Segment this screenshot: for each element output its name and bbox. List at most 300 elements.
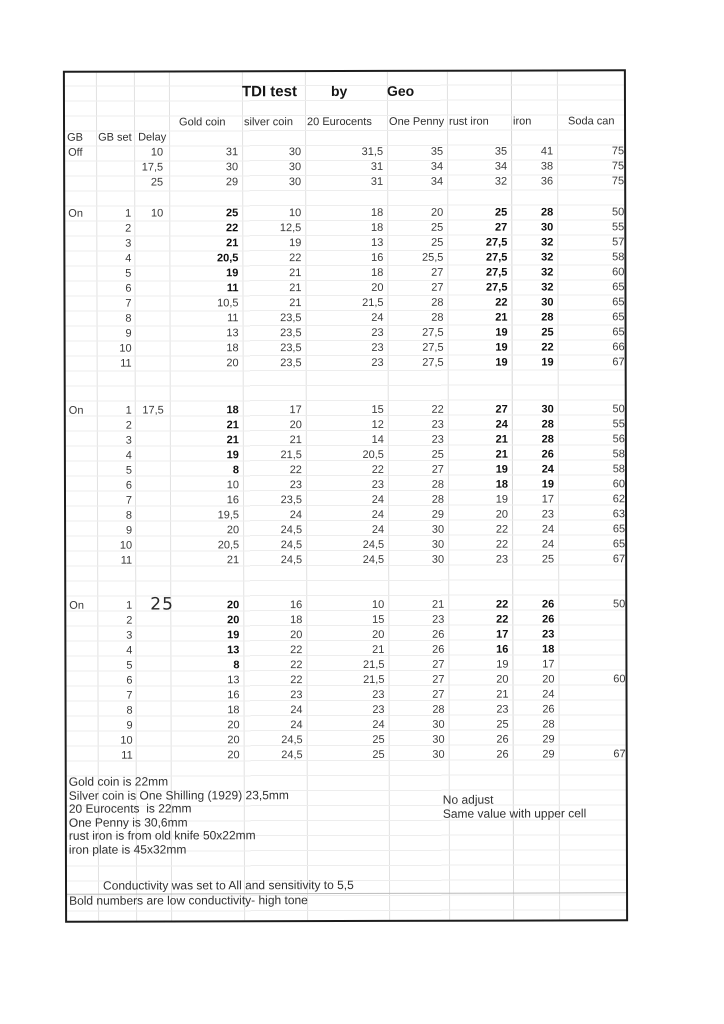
value-cell: 22	[290, 659, 303, 672]
note-same-value: Same value with upper cell	[442, 805, 587, 821]
title-by: by	[330, 82, 348, 100]
value-cell: 23	[372, 688, 385, 701]
value-cell: 20	[227, 719, 240, 732]
value-cell: 27,5	[485, 266, 508, 279]
value-cell: 23,5	[280, 312, 302, 325]
value-cell: 20	[430, 206, 444, 219]
delay-cell	[135, 448, 170, 463]
value-cell: 20,5	[362, 448, 384, 461]
value-cell: 58	[612, 448, 625, 461]
delay-cell	[136, 688, 171, 703]
delay-cell	[135, 553, 170, 568]
gb-set-cell: 5	[125, 464, 132, 477]
value-cell: 23	[495, 553, 509, 566]
value-cell: 21	[495, 448, 508, 461]
value-cell: 22	[226, 222, 239, 235]
value-cell: 25	[494, 206, 508, 219]
table-row	[66, 507, 629, 523]
value-cell: 19	[289, 237, 302, 250]
value-cell: 24,5	[281, 749, 303, 762]
gb-cell	[66, 312, 97, 327]
value-cell: 41	[540, 145, 554, 158]
gb-cell	[65, 161, 96, 176]
table-row	[66, 310, 629, 326]
value-cell: 50	[612, 403, 625, 416]
value-cell: 14	[371, 433, 384, 446]
delay-cell	[135, 628, 170, 643]
value-cell: 20	[227, 599, 240, 612]
value-cell: 25	[431, 448, 444, 461]
value-cell: 20,5	[216, 252, 239, 265]
note-silver-coin-size: Silver coin is One Shilling (1929) 23,5mm	[68, 787, 289, 803]
value-cell: 23	[541, 508, 555, 521]
table-row	[66, 537, 629, 553]
gb-cell	[67, 719, 98, 734]
value-cell: 23	[432, 613, 445, 626]
gb-cell	[66, 644, 97, 659]
value-cell: 34	[494, 160, 508, 173]
value-cell: 28	[431, 478, 444, 491]
value-cell: 31	[370, 160, 384, 173]
gb-cell	[66, 659, 97, 674]
value-cell: 18	[371, 221, 384, 234]
value-cell: 13	[227, 674, 240, 687]
value-cell: 22	[495, 538, 509, 551]
note-conductivity: Conductivity was set to All and sensitivity to 5,5	[103, 877, 354, 893]
value-cell: 24	[371, 523, 385, 536]
value-cell: 20	[289, 419, 302, 432]
gb-cell	[65, 237, 96, 252]
value-cell: 20	[371, 281, 384, 294]
value-cell: 29	[225, 176, 239, 189]
value-cell: 19	[495, 341, 508, 354]
value-cell: 24	[371, 311, 384, 324]
gb-set-cell: 7	[125, 297, 132, 310]
gb-set-cell: 8	[126, 704, 133, 717]
value-cell: 30	[432, 718, 445, 731]
value-cell: 19	[495, 356, 508, 369]
value-cell: 13	[227, 644, 240, 657]
value-cell: 30	[432, 733, 445, 746]
gb-cell	[67, 749, 98, 764]
spacer	[96, 116, 134, 131]
delay-cell	[134, 236, 169, 251]
value-cell: 67	[613, 748, 626, 761]
value-cell: 17	[289, 404, 302, 417]
value-cell: 30	[541, 221, 554, 234]
gb-cell	[66, 554, 97, 569]
table-row	[65, 295, 628, 311]
value-cell: 30	[431, 538, 445, 551]
value-cell: 10,5	[217, 297, 239, 310]
value-cell: 16	[226, 494, 240, 507]
delay-cell	[135, 673, 170, 688]
value-cell: 19	[495, 493, 509, 506]
table-row	[67, 702, 630, 718]
value-cell: 75	[611, 160, 625, 173]
value-cell: 24	[290, 719, 303, 732]
delay-cell	[136, 703, 171, 718]
value-cell: 21	[496, 688, 509, 701]
value-cell: 24	[371, 508, 385, 521]
value-cell: 24,5	[280, 554, 303, 567]
table-row	[66, 447, 629, 463]
value-cell: 75	[611, 175, 625, 188]
delay-cell	[134, 251, 169, 266]
value-cell: 50	[613, 598, 626, 611]
value-cell: 21	[289, 267, 302, 280]
value-cell: 24	[542, 688, 555, 701]
value-cell: 21	[289, 434, 302, 447]
value-cell: 19	[226, 267, 239, 280]
note-iron-plate-size: iron plate is 45x32mm	[68, 841, 187, 857]
value-cell: 22	[289, 252, 302, 265]
gb-cell	[67, 704, 98, 719]
value-cell: 22	[495, 523, 509, 536]
value-cell: 25	[372, 733, 385, 746]
value-cell: 67	[612, 553, 626, 566]
value-cell: 27,5	[422, 326, 444, 339]
gb-set-cell: 6	[125, 479, 132, 492]
value-cell: 21	[226, 434, 239, 447]
value-cell: 23	[431, 418, 444, 431]
gb-on-block-delay-17-5	[66, 402, 629, 568]
value-cell: 31	[225, 146, 239, 159]
value-cell: 18	[542, 643, 555, 656]
gb-set-cell: 1	[125, 404, 132, 417]
value-cell: 23	[371, 326, 384, 339]
delay-cell	[135, 311, 170, 326]
value-cell: 28	[541, 311, 554, 324]
value-cell: 30	[431, 553, 445, 566]
gb-set-cell: 11	[121, 749, 133, 762]
gb-cell: On	[69, 599, 84, 612]
gb-cell	[65, 252, 96, 267]
value-cell: 27,5	[422, 356, 444, 369]
gb-set-cell: 10	[119, 539, 133, 552]
note-rust-iron-size: rust iron is from old knife 50x22mm	[68, 828, 256, 843]
gb-cell	[66, 419, 97, 434]
value-cell: 58	[612, 463, 625, 476]
delay-cell	[136, 718, 171, 733]
value-cell: 18	[226, 342, 239, 355]
note-penny-size: One Penny is 30,6mm	[68, 814, 188, 830]
value-cell: 19	[496, 658, 509, 671]
gb-set-cell: 7	[126, 689, 133, 702]
value-cell: 60	[613, 673, 626, 686]
column-header-gold-coin: Gold coin	[179, 116, 226, 129]
value-cell: 20	[372, 628, 385, 641]
delay-cell	[135, 538, 170, 553]
gb-cell: On	[68, 404, 84, 417]
value-cell: 62	[612, 493, 626, 506]
value-cell: 65	[612, 296, 625, 309]
value-cell: 10	[372, 598, 385, 611]
value-cell: 24	[541, 538, 555, 551]
table-row	[66, 432, 629, 448]
value-cell: 63	[612, 508, 626, 521]
table-row	[65, 265, 628, 281]
title-geo: Geo	[386, 82, 415, 99]
value-cell: 65	[612, 281, 625, 294]
value-cell: 18	[370, 206, 384, 219]
column-header-silver-coin: silver coin	[244, 116, 293, 129]
delay-cell	[135, 433, 170, 448]
value-cell: 20	[542, 673, 555, 686]
table-row	[67, 732, 630, 748]
gb-set-cell: 11	[120, 357, 132, 370]
value-cell: 23	[371, 356, 384, 369]
title-tdi-test: TDI test	[241, 83, 297, 101]
value-cell: 29	[542, 748, 555, 761]
value-cell: 21	[226, 237, 239, 250]
spacer	[65, 116, 96, 131]
value-cell: 32	[541, 281, 554, 294]
value-cell: 13	[371, 236, 384, 249]
value-cell	[558, 627, 629, 642]
gb-cell	[66, 539, 97, 554]
gb-set-cell: 2	[126, 614, 133, 627]
value-cell	[559, 702, 630, 717]
gb-cell	[66, 479, 97, 494]
delay-cell	[136, 748, 171, 763]
value-cell: 57	[612, 236, 625, 249]
table-row	[66, 462, 629, 478]
gb-set-cell: 2	[125, 222, 132, 235]
gb-set-cell: 7	[125, 494, 133, 507]
value-cell: 19	[227, 629, 240, 642]
value-cell: 16	[496, 643, 509, 656]
value-cell: 38	[540, 160, 554, 173]
value-cell: 17	[496, 628, 509, 641]
value-cell: 65	[612, 523, 626, 536]
value-cell: 22	[495, 296, 508, 309]
note-gold-coin-size: Gold coin is 22mm	[68, 774, 169, 789]
table-row	[66, 642, 629, 658]
value-cell: 23	[542, 628, 555, 641]
value-cell: 29	[431, 508, 445, 521]
delay-cell	[135, 613, 170, 628]
value-cell: 36	[540, 175, 554, 188]
value-cell: 30	[288, 176, 302, 189]
value-cell: 26	[496, 733, 509, 746]
value-cell: 55	[612, 418, 625, 431]
value-cell: 8	[232, 464, 239, 477]
value-cell: 22	[541, 341, 554, 354]
delay-cell	[135, 326, 170, 341]
table-row	[66, 417, 629, 433]
value-cell: 21,5	[363, 658, 385, 671]
table-row	[66, 492, 629, 508]
value-cell: 32	[541, 266, 554, 279]
value-cell: 28	[431, 296, 444, 309]
table-row	[66, 340, 629, 356]
value-cell: 30	[541, 296, 554, 309]
gb-cell	[67, 689, 98, 704]
value-cell: 25	[372, 748, 385, 761]
value-cell: 19	[495, 463, 508, 476]
delay-cell	[134, 281, 169, 296]
delay-cell	[135, 418, 170, 433]
spacer	[134, 115, 169, 130]
value-cell: 32	[494, 175, 508, 188]
value-cell: 20,5	[217, 539, 240, 552]
table-row	[66, 657, 629, 673]
gb-cell	[66, 524, 97, 539]
value-cell: 34	[430, 160, 444, 173]
value-cell: 24	[289, 509, 303, 522]
table-row	[66, 325, 629, 341]
gb-cell	[66, 629, 97, 644]
value-cell: 10	[226, 479, 239, 492]
gb-cell	[65, 267, 96, 282]
value-cell: 24	[541, 463, 554, 476]
note-no-adjust: No adjust	[442, 792, 494, 807]
gb-cell	[65, 222, 96, 237]
gb-cell	[66, 509, 97, 524]
value-cell: 22	[290, 674, 303, 687]
delay-cell: 17,5	[142, 404, 164, 417]
value-cell: 22	[371, 463, 384, 476]
value-cell: 21,5	[280, 449, 302, 462]
gb-set-cell: 3	[125, 237, 132, 250]
value-cell: 30	[288, 161, 302, 174]
gb-set-cell: 5	[126, 659, 133, 672]
value-cell: 27,5	[485, 236, 508, 249]
table-row	[65, 220, 628, 236]
gb-set-cell: 9	[125, 327, 132, 340]
value-cell: 24,5	[362, 553, 385, 566]
value-cell: 21	[495, 311, 508, 324]
value-cell: 65	[612, 538, 626, 551]
value-cell: 21,5	[363, 673, 385, 686]
value-cell: 28	[540, 206, 554, 219]
column-headers-row	[65, 114, 628, 130]
value-cell: 60	[612, 478, 625, 491]
value-cell: 21,5	[362, 296, 384, 309]
value-cell: 27	[431, 281, 444, 294]
gb-set-cell	[96, 161, 134, 176]
gb-on-block-delay-25	[66, 594, 629, 763]
table-row	[65, 250, 628, 266]
gb-cell	[65, 282, 96, 297]
gb-set-cell: 1	[125, 207, 132, 220]
value-cell: 23,5	[280, 494, 303, 507]
value-cell: 30	[225, 161, 239, 174]
value-cell: 24	[495, 418, 508, 431]
delay-cell	[134, 221, 169, 236]
gb-set-cell: 3	[126, 629, 133, 642]
delay-cell	[135, 643, 170, 658]
value-cell: 24,5	[280, 524, 303, 537]
value-cell: 65	[612, 311, 625, 324]
value-cell: 23	[371, 341, 384, 354]
value-cell: 23,5	[280, 357, 302, 370]
table-row	[66, 552, 629, 568]
value-cell: 28	[542, 718, 555, 731]
value-cell: 20	[227, 734, 240, 747]
value-cell	[558, 657, 629, 672]
column-header-20-eurocents: 20 Eurocents	[307, 115, 372, 129]
delay-cell	[135, 478, 170, 493]
value-cell	[559, 732, 630, 747]
value-cell: 29	[542, 733, 555, 746]
value-cell: 66	[612, 341, 625, 354]
value-cell: 15	[372, 613, 385, 626]
tdi-test-table	[63, 69, 628, 922]
value-cell: 10	[288, 207, 302, 220]
value-cell: 21	[226, 554, 240, 567]
value-cell: 26	[542, 703, 555, 716]
value-cell	[558, 612, 629, 627]
value-cell: 18	[495, 478, 508, 491]
table-row	[67, 747, 630, 763]
table-row	[65, 205, 628, 221]
value-cell: 19,5	[217, 509, 240, 522]
value-cell: 18	[371, 266, 384, 279]
value-cell: 11	[226, 282, 239, 295]
delay-cell: 10	[150, 207, 164, 220]
value-cell: 21	[289, 297, 302, 310]
value-cell: 28	[432, 703, 445, 716]
value-cell: 15	[371, 403, 384, 416]
value-cell: 23	[372, 703, 385, 716]
column-header-gb-set: GB set	[98, 131, 132, 144]
note-bold-numbers: Bold numbers are low conductivity- high tone	[69, 892, 308, 908]
gb-set-cell: 10	[119, 342, 132, 355]
value-cell: 55	[612, 221, 625, 234]
gb-set-cell: 8	[125, 312, 132, 325]
value-cell: 8	[233, 659, 240, 672]
column-header-delay: Delay	[138, 131, 167, 144]
value-cell: 65	[612, 326, 625, 339]
value-cell: 26	[542, 598, 555, 611]
value-cell: 23,5	[280, 342, 302, 355]
value-cell: 13	[226, 327, 239, 340]
delay-cell: 25	[150, 176, 164, 189]
value-cell: 22	[496, 598, 509, 611]
table-row	[66, 477, 629, 493]
table-row	[66, 402, 629, 418]
value-cell: 20	[227, 614, 240, 627]
value-cell: 22	[290, 644, 303, 657]
value-cell: 31,5	[361, 145, 384, 158]
delay-cell	[135, 658, 170, 673]
value-cell: 27	[431, 463, 444, 476]
value-cell: 23,5	[280, 327, 302, 340]
value-cell: 31	[370, 175, 384, 188]
table-row	[67, 717, 630, 733]
value-cell: 25	[541, 553, 555, 566]
gb-cell	[66, 327, 97, 342]
table-row	[66, 627, 629, 643]
gb-cell	[66, 434, 97, 449]
gb-cell	[65, 176, 96, 191]
value-cell: 34	[430, 175, 444, 188]
delay-cell	[135, 493, 170, 508]
gb-set-cell: 8	[125, 509, 133, 522]
gb-off-block	[65, 144, 628, 190]
table-row	[65, 280, 628, 296]
delay-cell	[135, 341, 170, 356]
value-cell: 19	[541, 356, 554, 369]
value-cell: 24,5	[281, 734, 303, 747]
delay-cell	[134, 266, 169, 281]
value-cell: 27	[432, 688, 445, 701]
value-cell: 30	[432, 748, 445, 761]
value-cell: 35	[494, 145, 508, 158]
gb-cell	[66, 614, 97, 629]
